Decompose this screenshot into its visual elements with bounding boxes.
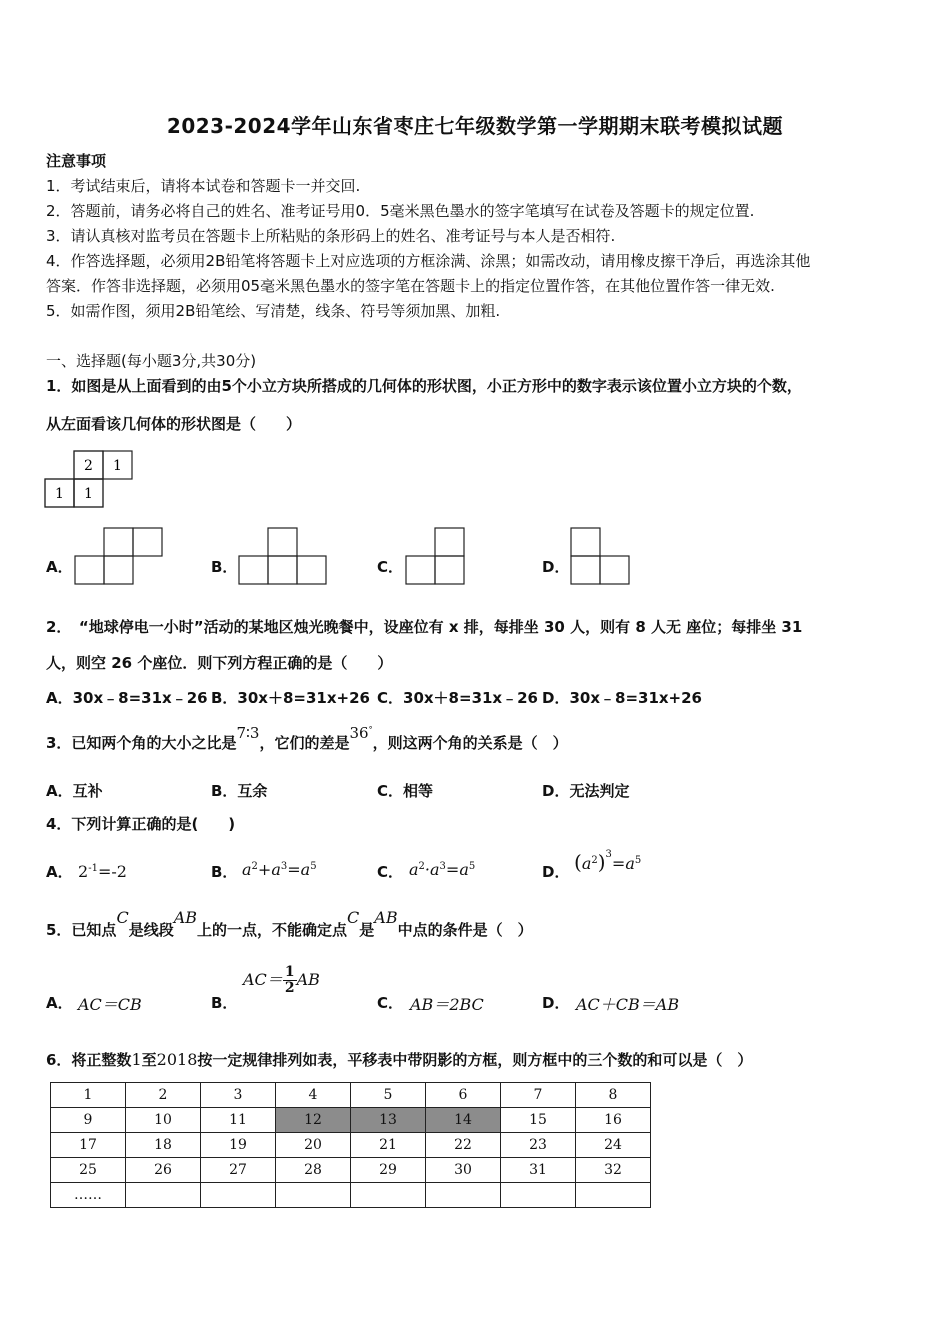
- table-cell: 17: [51, 1133, 126, 1158]
- option-a: A．互补: [46, 782, 103, 800]
- option-d-expr: AC＋CB＝AB: [576, 995, 680, 1014]
- table-cell: [201, 1183, 276, 1208]
- segment-ab: AB: [173, 908, 198, 927]
- table-cell-shaded: 14: [426, 1108, 501, 1133]
- option-a-expr: $2^{-1}=-2$: [78, 862, 127, 881]
- notice-item: 3．请认真核对监考员在答题卡上所粘贴的条形码上的姓名、准考证号与本人是否相符.: [46, 227, 616, 245]
- table-row: [51, 1133, 651, 1158]
- option-c-label: C．: [377, 863, 404, 881]
- option-c: C．相等: [377, 782, 434, 800]
- table-cell: [576, 1183, 651, 1208]
- question-2-stem-cont: 人，则空 26 个座位．则下列方程正确的是（ ）: [46, 654, 393, 672]
- option-b-label: B．: [211, 863, 238, 881]
- table-cell: 20: [276, 1133, 351, 1158]
- table-cell: 27: [201, 1158, 276, 1183]
- table-cell: 32: [576, 1158, 651, 1183]
- option-c-figure: [405, 527, 467, 587]
- notice-item: 1．考试结束后，请将本试卷和答题卡一并交回.: [46, 177, 361, 195]
- table-cell: 4: [276, 1083, 351, 1108]
- table-cell: 15: [501, 1108, 576, 1133]
- notice-item: 5．如需作图，须用2B铅笔绘、写清楚，线条、符号等须加黑、加粗.: [46, 302, 501, 320]
- table-cell: 26: [126, 1158, 201, 1183]
- question-4-stem: 4．下列计算正确的是( ): [46, 815, 236, 833]
- section-heading: 一、选择题(每小题3分,共30分): [46, 352, 257, 370]
- table-cell: 6: [426, 1083, 501, 1108]
- option-b: B．30x＋8=31x+26: [211, 689, 370, 707]
- table-cell: [426, 1183, 501, 1208]
- top-view-count: 1: [84, 486, 93, 502]
- option-a: A．30x﹣8=31x﹣26: [46, 689, 208, 707]
- option-d: D．30x﹣8=31x+26: [542, 689, 702, 707]
- segment-ab: AB: [374, 908, 398, 927]
- q3-ratio: 7∶3: [236, 724, 260, 742]
- table-cell: 1: [51, 1083, 126, 1108]
- notice-item: 2．答题前，请务必将自己的姓名、准考证号用0．5毫米黑色墨水的签字笔填写在试卷及答题卡的规定位置.: [46, 202, 755, 220]
- option-a-figure: [74, 527, 164, 587]
- table-cell: [126, 1183, 201, 1208]
- top-view-count: 2: [84, 458, 93, 474]
- table-cell: 10: [126, 1108, 201, 1133]
- option-c-label: C．: [377, 558, 404, 576]
- q3-mid: ，它们的差是: [259, 734, 350, 752]
- table-cell: 9: [51, 1108, 126, 1133]
- option-d-figure: [570, 527, 632, 587]
- option-b-figure: [238, 527, 328, 587]
- option-d-label: D．: [542, 558, 570, 576]
- table-cell: [276, 1183, 351, 1208]
- point-c: C: [116, 908, 129, 927]
- option-a-label: A．: [46, 863, 73, 881]
- option-d-label: D．: [542, 994, 570, 1012]
- option-b-expr: $a^2+a^3=a^5$: [242, 860, 317, 879]
- option-c-expr: AB＝2BC: [410, 995, 484, 1014]
- table-cell: 23: [501, 1133, 576, 1158]
- table-cell: 11: [201, 1108, 276, 1133]
- table-cell: 5: [351, 1083, 426, 1108]
- question-1-stem: 1．如图是从上面看到的由5个小立方块所搭成的几何体的形状图，小正方形中的数字表示该位置小立方块的个数，: [46, 377, 802, 395]
- page-title: 2023-2024学年山东省枣庄七年级数学第一学期期末联考模拟试题: [166, 114, 784, 138]
- table-cell-shaded: 12: [276, 1108, 351, 1133]
- table-cell: 31: [501, 1158, 576, 1183]
- question-3-stem: [46, 724, 568, 756]
- option-c-expr: $a^2\cdot a^3=a^5$: [409, 860, 476, 879]
- question-2-stem: 2． “地球停电一小时”活动的某地区烛光晚餐中，设座位有 x 排，每排坐 30 人，则有 8 人无 座位；每排坐 31: [46, 618, 803, 636]
- table-cell: 16: [576, 1108, 651, 1133]
- option-b-label: B．: [211, 994, 238, 1012]
- table-cell: 2: [126, 1083, 201, 1108]
- option-a-label: A．: [46, 558, 73, 576]
- table-cell: 7: [501, 1083, 576, 1108]
- table-cell: [351, 1183, 426, 1208]
- top-view-count: 1: [113, 458, 122, 474]
- table-row: [51, 1158, 651, 1183]
- option-c-label: C．: [377, 994, 404, 1012]
- degree-symbol: °: [368, 725, 373, 734]
- table-cell: 28: [276, 1158, 351, 1183]
- table-cell: 22: [426, 1133, 501, 1158]
- question-1-stem-cont: 从左面看该几何体的形状图是（ ）: [46, 415, 302, 433]
- table-cell: ……: [51, 1183, 126, 1208]
- table-cell: 29: [351, 1158, 426, 1183]
- top-view-count: 1: [55, 486, 64, 502]
- option-a-expr: AC＝CB: [78, 995, 142, 1014]
- option-d-expr: $(a^2)^3=a^5$: [574, 849, 642, 874]
- table-cell: 3: [201, 1083, 276, 1108]
- table-cell: 25: [51, 1158, 126, 1183]
- question-5-stem: 5．已知点C是线段AB上的一点，不能确定点C是AB中点的条件是（ ）: [46, 908, 533, 939]
- table-cell: [501, 1183, 576, 1208]
- notice-item: 4．作答选择题，必须用2B铅笔将答题卡上对应选项的方框涂满、涂黑；如需改动，请用橡皮擦干净后，再选涂其他: [46, 252, 811, 270]
- notice-heading: 注意事项: [46, 152, 107, 170]
- number-table: [50, 1082, 651, 1208]
- table-cell-shaded: 13: [351, 1108, 426, 1133]
- table-row: [51, 1108, 651, 1133]
- option-c: C．30x＋8=31x﹣26: [377, 689, 538, 707]
- option-a-label: A．: [46, 994, 73, 1012]
- option-b-expr: AC＝ $\frac{1}{2}$ AB: [243, 964, 320, 996]
- table-cell: 30: [426, 1158, 501, 1183]
- question-6-stem: 6．将正整数1至2018按一定规律排列如表，平移表中带阴影的方框，则方框中的三个数的和可以是（ ）: [46, 1050, 753, 1069]
- table-row: [51, 1083, 651, 1108]
- q3-prefix: 3．已知两个角的大小之比是: [46, 734, 237, 752]
- option-b-label: B．: [211, 558, 238, 576]
- option-b: B．互余: [211, 782, 268, 800]
- table-cell: 18: [126, 1133, 201, 1158]
- top-view-grid: [44, 449, 144, 511]
- option-d: D．无法判定: [542, 782, 630, 800]
- option-d-label: D．: [542, 863, 570, 881]
- notice-item: 答案．作答非选择题，必须用05毫米黑色墨水的签字笔在答题卡上的指定位置作答，在其他位置作答一律无效.: [46, 277, 775, 295]
- point-c: C: [347, 908, 360, 927]
- table-row: [51, 1183, 651, 1208]
- table-cell: 19: [201, 1133, 276, 1158]
- table-cell: 24: [576, 1133, 651, 1158]
- q3-diff: 36: [349, 724, 369, 742]
- table-cell: 8: [576, 1083, 651, 1108]
- table-cell: 21: [351, 1133, 426, 1158]
- q3-suffix: ，则这两个角的关系是（ ）: [372, 734, 568, 752]
